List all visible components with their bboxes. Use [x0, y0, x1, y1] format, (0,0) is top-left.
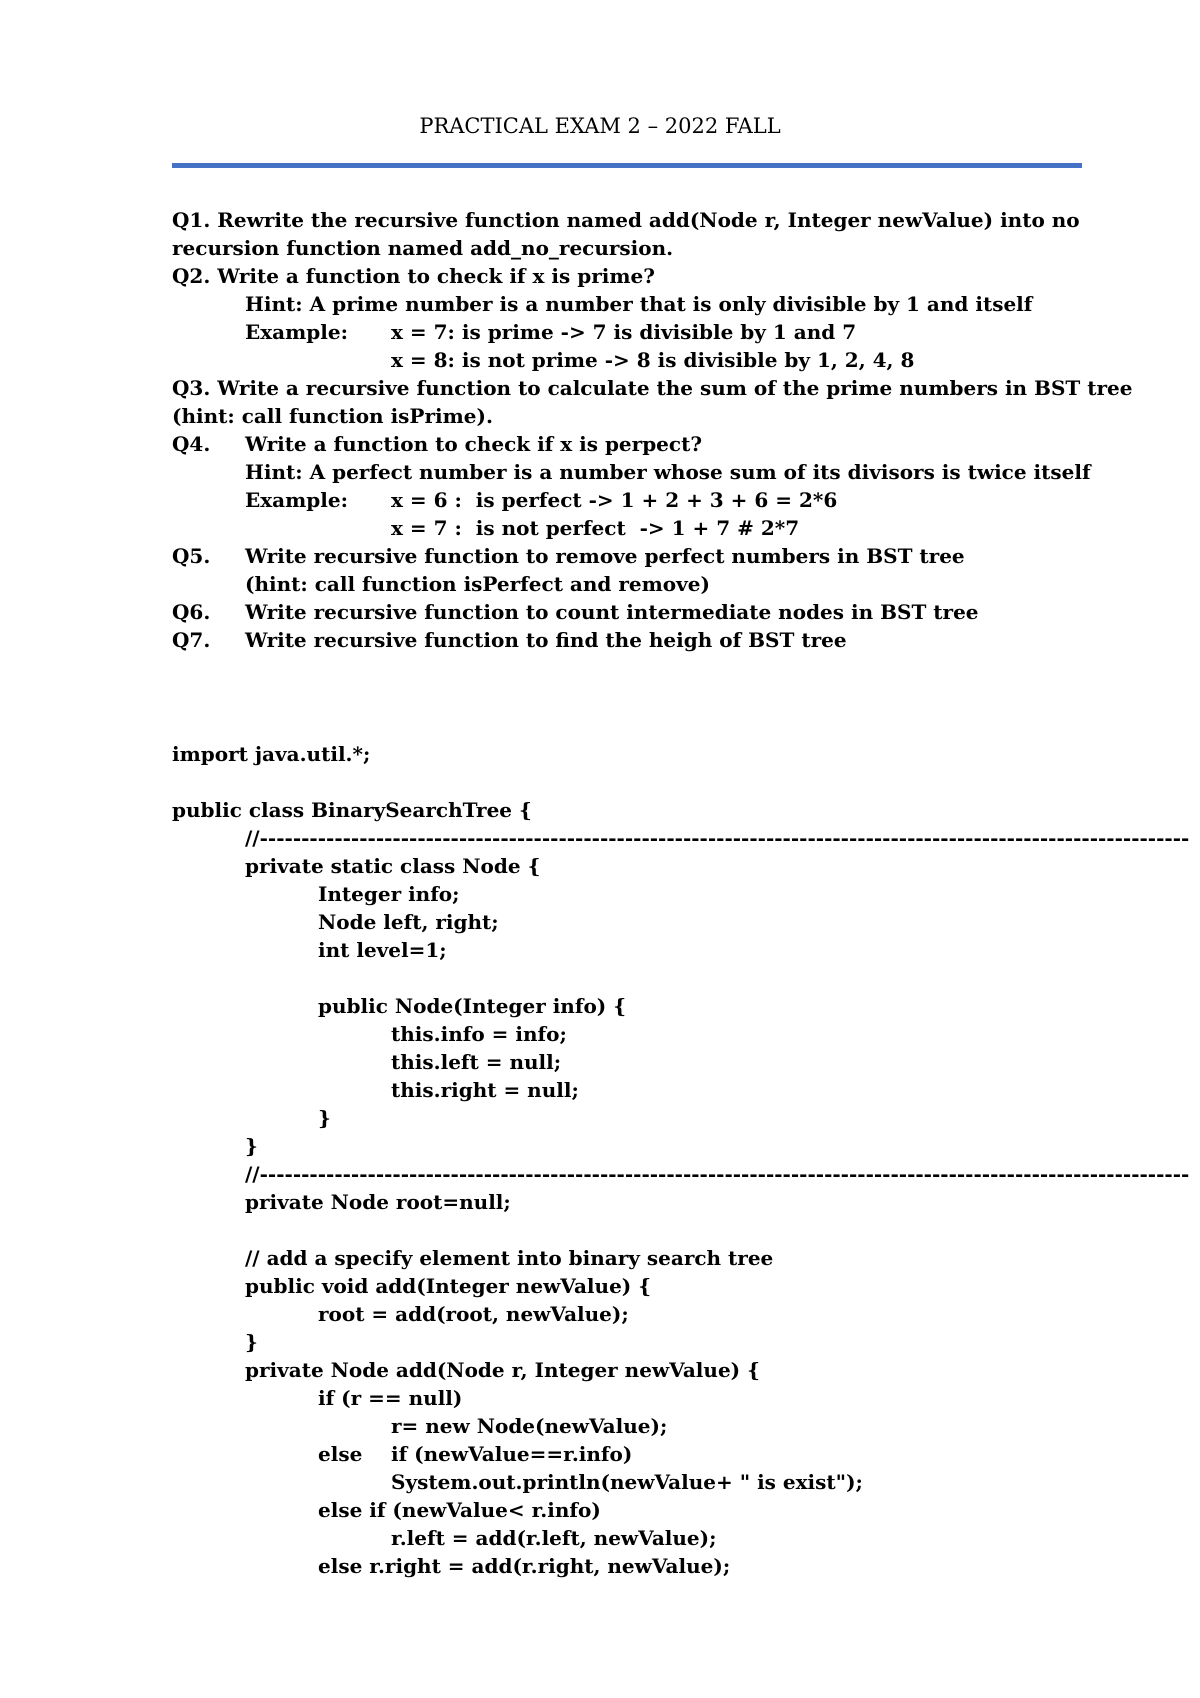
code-if-null: if (r == null) — [318, 1386, 463, 1410]
code-println: System.out.println(newValue+ " is exist"); — [391, 1470, 863, 1494]
q2-line: Q2. Write a function to check if x is prime? — [172, 264, 655, 288]
code-close-add-public: } — [245, 1330, 258, 1354]
code-add-public: public void add(Integer newValue) { — [245, 1274, 652, 1298]
code-root-assign: root = add(root, newValue); — [318, 1302, 629, 1326]
q7-number: Q7. — [172, 628, 211, 652]
code-new-node: r= new Node(newValue); — [391, 1414, 668, 1438]
q4-hint: Hint: A perfect number is a number whose sum of its divisors is twice itself — [245, 460, 1091, 484]
code-else-keyword: else — [318, 1442, 363, 1466]
q4-example-2-text: x = 7 : is not perfect -> 1 + 7 # 2*7 — [391, 516, 800, 540]
q2-example-2 — [172, 346, 1082, 374]
q4-text: Write a function to check if x is perpect? — [245, 432, 703, 456]
code-node-level: int level=1; — [318, 938, 447, 962]
code-comment-add: // add a specify element into binary search tree — [245, 1246, 774, 1270]
q4-row — [172, 430, 1082, 458]
code-node-info: Integer info; — [318, 882, 460, 906]
q2-example-2-text: x = 8: is not prime -> 8 is divisible by 1, 2, 4, 8 — [391, 348, 915, 372]
q2-example-label: Example: — [245, 320, 348, 344]
q5-number: Q5. — [172, 544, 211, 568]
code-class-decl: public class BinarySearchTree { — [172, 798, 532, 822]
q5-text: Write recursive function to remove perfect numbers in BST tree — [245, 544, 965, 568]
code-else-right: else r.right = add(r.right, newValue); — [318, 1554, 731, 1578]
q6-row — [172, 598, 1082, 626]
questions-section — [172, 206, 1133, 654]
q7-text: Write recursive function to find the heigh of BST tree — [245, 628, 847, 652]
q4-example-2 — [172, 514, 1082, 542]
q2-hint: Hint: A prime number is a number that is only divisible by 1 and itself — [245, 292, 1033, 316]
code-node-class: private static class Node { — [245, 854, 541, 878]
code-left-assign: r.left = add(r.left, newValue); — [391, 1526, 717, 1550]
code-separator-1: //---------------------------------------------------------------------------------------------------------------- — [245, 826, 1190, 850]
q3-line-1: Q3. Write a recursive function to calculate the sum of the prime numbers in BST tree — [172, 376, 1133, 400]
q4-example-label: Example: — [245, 488, 348, 512]
code-else-if-equal — [172, 1440, 1082, 1468]
q4-example-1 — [172, 486, 1082, 514]
title-underline — [172, 163, 1082, 168]
q7-row — [172, 626, 1082, 654]
code-root-decl: private Node root=null; — [245, 1190, 511, 1214]
code-listing — [172, 740, 1190, 1580]
code-assign-info: this.info = info; — [391, 1022, 567, 1046]
q6-text: Write recursive function to count intermediate nodes in BST tree — [245, 600, 979, 624]
code-close-node: } — [245, 1134, 258, 1158]
code-close-constructor: } — [318, 1106, 331, 1130]
q6-number: Q6. — [172, 600, 211, 624]
q2-example-1 — [172, 318, 1082, 346]
code-else-if-less: else if (newValue< r.info) — [318, 1498, 601, 1522]
q5-hint: (hint: call function isPerfect and remove) — [245, 572, 710, 596]
code-import: import java.util.*; — [172, 742, 371, 766]
q4-number: Q4. — [172, 432, 211, 456]
code-separator-2: //---------------------------------------------------------------------------------------------------------------- — [245, 1162, 1190, 1186]
code-node-children: Node left, right; — [318, 910, 499, 934]
code-assign-right: this.right = null; — [391, 1078, 579, 1102]
q3-line-2: (hint: call function isPrime). — [172, 404, 493, 428]
code-add-private: private Node add(Node r, Integer newValue) { — [245, 1358, 760, 1382]
q4-example-1-text: x = 6 : is perfect -> 1 + 2 + 3 + 6 = 2*6 — [391, 488, 838, 512]
q1-line-2: recursion function named add_no_recursion. — [172, 236, 674, 260]
page-title: PRACTICAL EXAM 2 – 2022 FALL — [419, 114, 781, 138]
q2-example-1-text: x = 7: is prime -> 7 is divisible by 1 and 7 — [391, 320, 857, 344]
code-if-equal: if (newValue==r.info) — [391, 1442, 633, 1466]
code-node-constructor: public Node(Integer info) { — [318, 994, 627, 1018]
code-assign-left: this.left = null; — [391, 1050, 562, 1074]
q5-row — [172, 542, 1082, 570]
q1-line-1: Q1. Rewrite the recursive function named add(Node r, Integer newValue) into no — [172, 208, 1080, 232]
